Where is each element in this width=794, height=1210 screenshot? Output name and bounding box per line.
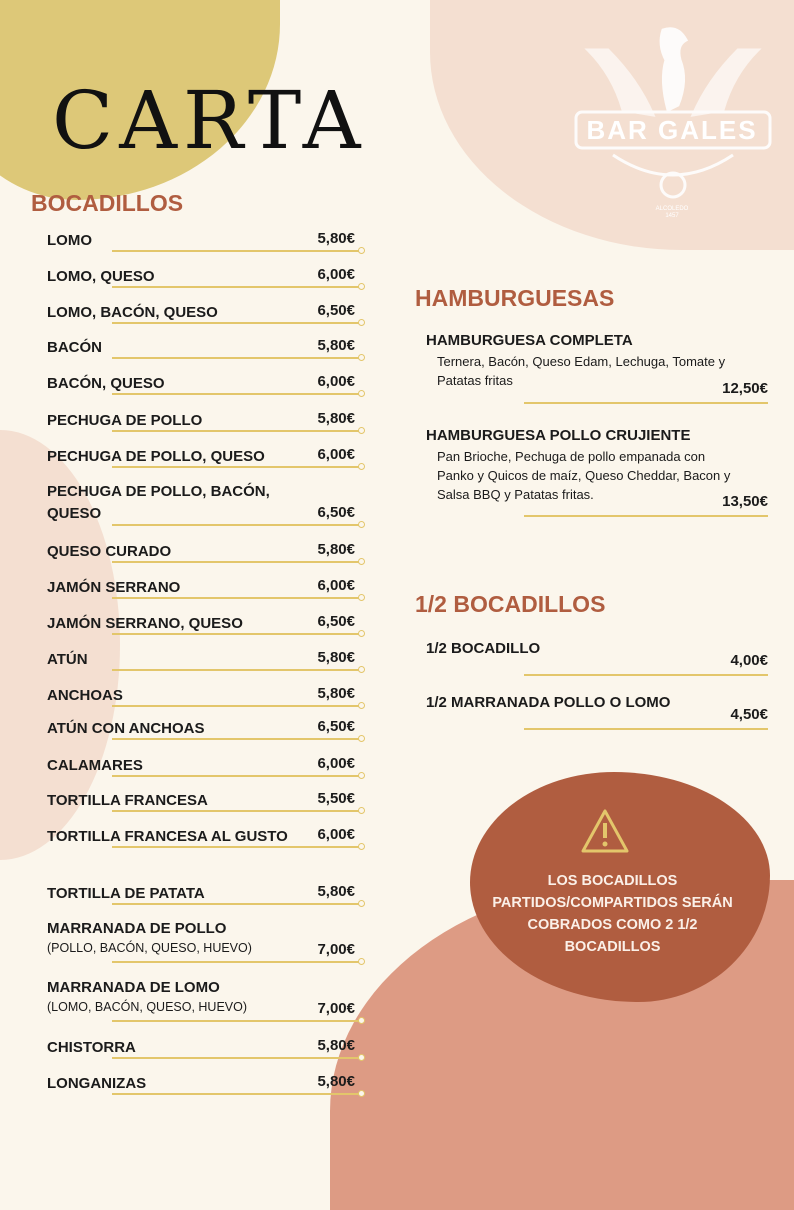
item-name: 1/2 MARRANADA POLLO O LOMO: [426, 694, 671, 711]
item-name: ANCHOAS: [47, 687, 123, 704]
page-title: CARTA: [52, 74, 367, 167]
item-name: BACÓN: [47, 339, 102, 356]
item-name: PECHUGA DE POLLO, QUESO: [47, 448, 265, 465]
menu-item: [47, 481, 355, 525]
item-name: PECHUGA DE POLLO: [47, 412, 203, 429]
menu-item: [47, 977, 355, 1015]
menu-item: [47, 410, 355, 432]
item-name: TORTILLA DE PATATA: [47, 885, 205, 902]
menu-item: [47, 373, 355, 395]
item-price: 7,00€: [317, 941, 355, 958]
item-price: 6,50€: [317, 718, 355, 735]
menu-item: [47, 266, 355, 288]
item-price: 5,80€: [317, 337, 355, 354]
item-price: 13,50€: [722, 493, 768, 510]
item-name: BACÓN, QUESO: [47, 375, 165, 392]
menu-item: [47, 1037, 355, 1059]
item-name: JAMÓN SERRANO: [47, 579, 181, 596]
menu-item: [426, 425, 768, 510]
menu-item: [47, 883, 355, 905]
item-name: CALAMARES: [47, 757, 143, 774]
leader-line: [112, 597, 361, 599]
menu-item: [47, 918, 355, 956]
item-price: 6,00€: [317, 373, 355, 390]
leader-line: [524, 674, 768, 676]
menu-item: [47, 718, 355, 740]
item-price: 5,80€: [317, 541, 355, 558]
item-price: 12,50€: [722, 380, 768, 397]
menu-item: [47, 613, 355, 635]
leader-line: [112, 561, 361, 563]
item-name: TORTILLA FRANCESA: [47, 792, 208, 809]
leader-line: [524, 402, 768, 404]
section-heading-bocadillos: BOCADILLOS: [31, 190, 184, 216]
leader-line: [524, 728, 768, 730]
item-name: TORTILLA FRANCESA AL GUSTO: [47, 828, 288, 845]
leader-line: [112, 393, 361, 395]
item-price: 6,00€: [317, 266, 355, 283]
item-subtitle: (POLLO, BACÓN, QUESO, HUEVO): [47, 941, 252, 955]
menu-item: [47, 755, 355, 777]
menu-item: [47, 302, 355, 324]
item-name: JAMÓN SERRANO, QUESO: [47, 615, 243, 632]
leader-line: [112, 775, 361, 777]
leader-line: [112, 846, 361, 848]
leader-line: [112, 903, 361, 905]
item-description: Ternera, Bacón, Queso Edam, Lechuga, Tomate y Patatas fritas: [437, 354, 726, 388]
item-price: 6,00€: [317, 577, 355, 594]
item-name: CHISTORRA: [47, 1039, 136, 1056]
menu-item: [47, 685, 355, 707]
item-price: 6,50€: [317, 504, 355, 521]
leader-line: [112, 669, 361, 671]
item-description: Pan Brioche, Pechuga de pollo empanada con Panko y Quicos de maíz, Queso Cheddar, Bacon y Salsa BBQ y Patatas fritas.: [437, 449, 731, 502]
menu-item: [47, 337, 355, 359]
item-price: 6,50€: [317, 302, 355, 319]
item-price: 4,50€: [730, 706, 768, 723]
item-price: 6,00€: [317, 755, 355, 772]
item-name: PECHUGA DE POLLO, BACÓN, QUESO: [47, 483, 270, 522]
leader-line: [112, 1093, 361, 1095]
leader-line: [112, 250, 361, 252]
menu-item: [47, 230, 355, 252]
leader-line: [112, 524, 361, 526]
item-name: HAMBURGUESA COMPLETA: [426, 332, 633, 349]
item-price: 5,80€: [317, 230, 355, 247]
item-name: 1/2 BOCADILLO: [426, 640, 541, 657]
menu-item: [47, 790, 355, 812]
warning-text: LOS BOCADILLOS PARTIDOS/COMPARTIDOS SERÁN COBRADOS COMO 2 1/2 BOCADILLOS: [492, 873, 733, 955]
item-price: 7,00€: [317, 1000, 355, 1017]
item-name: ATÚN CON ANCHOAS: [47, 720, 205, 737]
item-price: 5,80€: [317, 1037, 355, 1054]
item-price: 5,80€: [317, 1073, 355, 1090]
item-price: 5,80€: [317, 883, 355, 900]
section-heading-medios: 1/2 BOCADILLOS: [415, 591, 606, 617]
item-price: 6,50€: [317, 613, 355, 630]
leader-line: [112, 322, 361, 324]
item-name: LOMO: [47, 232, 92, 249]
item-price: 6,00€: [317, 446, 355, 463]
menu-item: [47, 541, 355, 563]
item-price: 5,80€: [317, 649, 355, 666]
leader-line: [112, 430, 361, 432]
leader-line: [112, 357, 361, 359]
menu-item: [47, 1073, 355, 1095]
leader-line: [112, 1020, 361, 1022]
item-name: HAMBURGUESA POLLO CRUJIENTE: [426, 427, 691, 444]
item-price: 5,80€: [317, 685, 355, 702]
leader-line: [112, 810, 361, 812]
item-price: 6,00€: [317, 826, 355, 843]
warning-icon: [580, 808, 630, 854]
item-name: LOMO, BACÓN, QUESO: [47, 304, 218, 321]
leader-line: [112, 633, 361, 635]
item-name: MARRANADA DE LOMO: [47, 979, 220, 996]
logo-text: BAR GALES: [586, 115, 758, 145]
leader-line: [112, 738, 361, 740]
item-name: LOMO, QUESO: [47, 268, 155, 285]
item-name: LONGANIZAS: [47, 1075, 147, 1092]
leader-line: [112, 1057, 361, 1059]
menu-item: [47, 446, 355, 468]
menu-item: [426, 330, 768, 397]
item-name: MARRANADA DE POLLO: [47, 920, 227, 937]
menu-item: [426, 692, 768, 723]
item-subtitle: (LOMO, BACÓN, QUESO, HUEVO): [47, 1000, 248, 1014]
item-name: ATÚN: [47, 651, 88, 668]
menu-item: [47, 826, 355, 848]
menu-item: [47, 649, 355, 671]
leader-line: [112, 466, 361, 468]
logo-subtext: ALCOLEDO 1457: [655, 206, 689, 219]
leader-line: [112, 705, 361, 707]
menu-item: [426, 638, 768, 669]
section-heading-hamburguesas: HAMBURGUESAS: [415, 285, 615, 311]
menu-item: [47, 577, 355, 599]
leader-line: [112, 286, 361, 288]
item-name: QUESO CURADO: [47, 543, 172, 560]
item-price: 5,80€: [317, 410, 355, 427]
leader-line: [112, 961, 361, 963]
item-price: 5,50€: [317, 790, 355, 807]
leader-line: [524, 515, 768, 517]
item-price: 4,00€: [730, 652, 768, 669]
